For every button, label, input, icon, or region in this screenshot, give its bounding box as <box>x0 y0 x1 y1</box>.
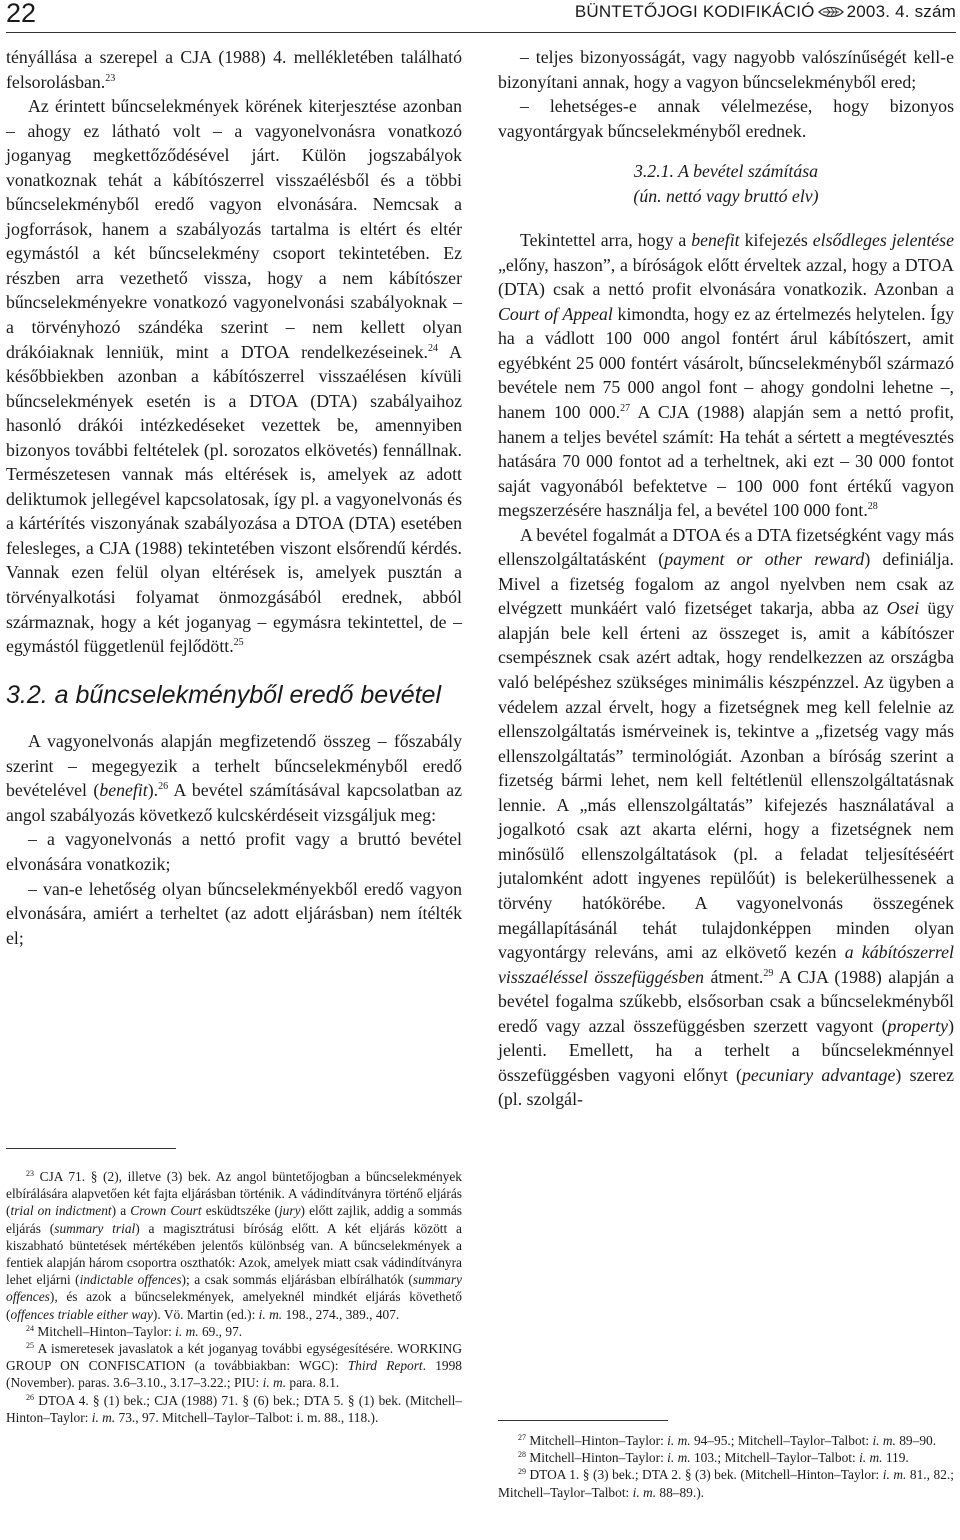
footnote-25: $^{25}$ A ismeretesek javaslatok a két joganyag további egységesítésére. WORKING GROUP ON CONFISCATION (a továbbiakban: WGC): Third Report. 1998 (November). paras. 3.6–3.10., 3.17–3.22.; PIU: i. m. para. 8.1. <box>6 1341 462 1391</box>
paragraph-1: tényállása a szerepel a CJA (1988) 4. mellékletében található felsorolásban.$^{23}$ <box>6 47 462 92</box>
paragraph-r1: Tekintettel arra, hogy a benefit kifejezés elsődleges jelentése „előny, haszon”, a bíróságok előtt érveltek azzal, hogy a DTOA (DTA) csak a nettó profit elvonására vonatkozik. Azonban a Court of Appeal kimondta, hogy ez az értelmezés helytelen. Így ha a vádlott 100 000 angol fontért árul kábítószert, amit egyébként 25 000 fontért vásárolt, bűncselekményből származó bevétele nem 75 000 angol font – ahogy gondolni lehetne –, hanem 100 000.27 A CJA (1988) alapján sem a nettó profit, hanem a teljes bevétel számít: Ha tehát a sértett a megtévesztés hatására 70 000 fontot ad a terheltnek, aki ezt – 30 000 fontot saját vagyonából befektetve – 100 000 font értékű vagyon megszerzésére használja fel, a bevétel 100 000 font.$^{28}$ <box>498 230 954 521</box>
footnote-ref: 27 <box>620 403 631 415</box>
left-column <box>6 45 462 950</box>
footnote-ref: 25 <box>233 637 244 649</box>
dash-item: – lehetséges-e annak vélelmezése, hogy bizonyos vagyontárgyak bűncselekményből erednek. <box>498 96 954 141</box>
page-header <box>6 2 956 32</box>
issue-label: 2003. 4. szám <box>846 2 956 21</box>
leaf-ornament-icon <box>817 2 845 22</box>
footnote-rule <box>498 1420 668 1421</box>
footnote-ref: 24 <box>427 342 438 354</box>
footnote-28: $^{28}$ Mitchell–Hinton–Taylor: i. m. 103.; Mitchell–Taylor–Talbot: i. m. 119. <box>518 1450 909 1466</box>
paragraph-r2: A bevétel fogalmát a DTOA és a DTA fizetségként vagy más ellenszolgáltatásként (payment or other reward) definiálja. Mivel a fizetség fogalom az angol nyelvben nem csak az elvégzett munkáért való fizetséget takarja, abba az Osei ügy alapján bele kell érteni az összeget is, amit a kábítószer csempésznek csak azért adtak, hogy rendelkezzen az országba való belépéshez szükséges minimális készpénzzel. Az ügyben a védelem azzal érvelt, hogy a fizetségnek meg kell felelnie az ellenszolgáltatás ismérveinek is, tekintve a „fizetség vagy más ellenszolgáltatás” terminológiát. Azonban a bíróság szerint a fizetség bármi lehet, nem kell feltétlenül ellenszolgáltatásnak lennie. A „más ellenszolgáltatás” kifejezés használatával a jogalkotó csak azt akarta elérni, hogy a fizetségnek nem minősülő ellenszolgáltatások (pl. a feladat teljesítéséért jutalomként adott ingyenes repülőút) is belekerülhessenek a törvény hatókörébe. A vagyonelvonás összegének megállapításánál tehát tulajdonképpen minden olyan vagyontárgy releváns, ami az elkövető kezén a kábítószerrel visszaéléssel összefüggésben átment.$^{29}$ A CJA (1988) alapján a bevétel fogalma szűkebb, elsősorban csak a bűncselekményből eredő vagy azzal összefüggésben szerzett vagyont (property) jelenti. Emellett, ha a terhelt a bűncselekménnyel összefüggésben vagyoni előnyt (pecuniary advantage) szerez (pl. szolgál- <box>498 524 954 1110</box>
running-header <box>575 2 956 22</box>
page-number: 22 <box>6 0 37 28</box>
right-column <box>498 45 954 1112</box>
footnote-rule <box>6 1148 176 1149</box>
footnote-29: $^{29}$ DTOA 1. § (3) bek.; DTA 2. § (3) bek. (Mitchell–Hinton–Taylor: i. m. 81., 82.; Mitchell–Taylor–Talbot: i. m. 88–89.). <box>498 1467 954 1500</box>
footnote-ref: 23 <box>105 72 116 84</box>
dash-item: – a vagyonelvonás a nettó profit vagy a bruttó bevétel elvonására vonatkozik; <box>6 829 462 874</box>
right-body <box>498 45 954 1112</box>
journal-title: BÜNTETŐJOGI KODIFIKÁCIÓ <box>574 2 815 21</box>
footnote-ref: 26 <box>158 781 169 793</box>
left-footnotes <box>6 1168 462 1426</box>
footnote-26: $^{26}$ DTOA 4. § (1) bek.; CJA (1988) 71. § (6) bek.; DTA 5. § (1) bek. (Mitchell–Hinton–Taylor: i. m. 73., 97. Mitchell–Taylor–Talbot: i. m. 88., 118.). <box>6 1392 462 1425</box>
dash-item: – teljes bizonyosságát, vagy nagyobb valószínűségét kell-e bizonyítani annak, hogy a vagyon bűncselekményből ered; <box>498 47 954 92</box>
footnote-24: $^{24}$ Mitchell–Hinton–Taylor: i. m. 69., 97. <box>26 1323 243 1339</box>
header-rule <box>6 32 956 33</box>
footnote-ref: 28 <box>867 501 878 513</box>
section-title: 3.2. a bűncselekményből eredő bevétel <box>6 680 442 709</box>
dash-item: – van-e lehetőség olyan bűncselekményekből eredő vagyon elvonására, amiért a terheltet (az adott eljárásban) nem ítélték el; <box>6 878 462 948</box>
subsection-title: 3.2.1. A bevétel számítása (ún. nettó vagy bruttó elv) <box>633 161 819 206</box>
paragraph-3: A vagyonelvonás alapján megfizetendő összeg – főszabály szerint – megegyezik a terhelt bűncselekményből eredő bevételével (benefit).$^{26}$ A bevétel számításával kapcsolatban az angol szabályozás következő kulcskérdéseit vizsgáljuk meg: <box>6 731 462 825</box>
footnote-23: $^{23}$ CJA 71. § (2), illetve (3) bek. Az angol büntetőjogban a bűncselekmények elbírálására alapvetően két fajta eljárásban történik. A vádindítványra történő eljárás (trial on indictment) a Crown Court esküdtszéke (jury) előtt zajlik, addig a sommás eljárás (summary trial) a magisztrátusi bíróság előtt. A két eljárás között a kiszabható büntetések mértékében jelentős különbség van. A bűncselekmények a fentiek alapján három csoportra oszthatók: Azok, amelyek miatt csak vádindítványra lehet eljárni (indictable offences); a csak sommás eljárásban elbírálhatók (summary offences), és azok a bűncselekmények, amelyeknél mindkét eljárás követhető (offences triable either way). Vö. Martin (ed.): i. m. 198., 274., 389., 407. <box>6 1169 462 1322</box>
left-body <box>6 45 462 950</box>
footnote-ref: 29 <box>763 967 774 979</box>
right-footnotes <box>498 1432 954 1501</box>
footnote-27: $^{27}$ Mitchell–Hinton–Taylor: i. m. 94–95.; Mitchell–Taylor–Talbot: i. m. 89–90. <box>518 1433 937 1448</box>
paragraph-2: Az érintett bűncselekmények körének kiterjesztése azonban – ahogy ez látható volt – a vagyonelvonásra vonatkozó joganyag megkettőződésével járt. Külön jogszabályok vonatkoznak tehát a kábítószerrel visszaélésből és a többi bűncselekményből eredő vagyon elvonására. Nemcsak a jogforrások, hanem a szabályozás tartalma is eltért és eltér egymástól a két bűncselekmény csoport tekintetében. Ez részben arra vezethető vissza, hogy a nem kábítószer bűncselekményekre vonatkozó vagyonelvonási szabályoknak – a törvényhozó szándéka szerint – nem kellett olyan drákóiaknak lenniük, mint a DTOA rendelkezéseinek.$^{24}$ A későbbiekben azonban a kábítószerrel visszaélésen kívüli bűncselekmények esetén is a DTOA (DTA) szabályaihoz hasonló drákói intézkedéseket vezettek be, amennyiben bizonyos további feltételek (pl. sorozatos elkövetés) fennállnak. Természetesen vannak más eltérések is, amelyek az adott deliktumok jellegével kapcsolatosak, így pl. a vagyonelvonás és a kártérítés viszonyának szabályozása a DTOA (DTA) esetében felesleges, a CJA (1988) tekintetében viszont elsőrendű kérdés. Vannak ezen felül olyan eltérések is, amelyek pusztán a törvényalkotási folyamat önmozgásából erednek, abból származnak, hogy a két joganyag – egymásra tekintettel, de – egymástól függetlenül fejlődött.$^{25}$ <box>6 96 462 657</box>
